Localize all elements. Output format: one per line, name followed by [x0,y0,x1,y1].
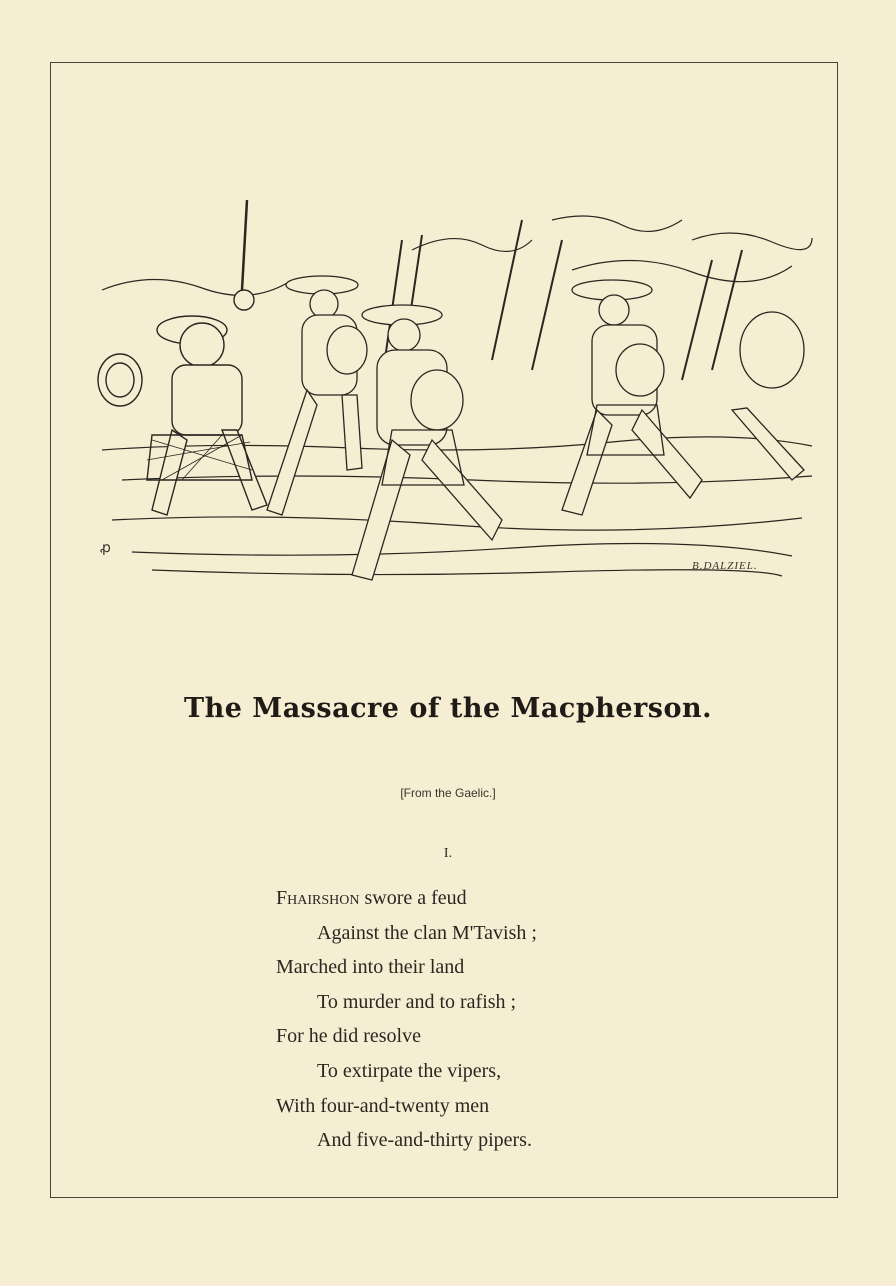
artist-monogram: ꝓ [100,541,111,556]
stanza-number: I. [443,846,453,861]
highland-pipers-illustration [92,180,817,605]
poem-line: And five-and-thirty pipers. [317,1129,532,1152]
poem-line: With four-and-twenty men [276,1094,490,1117]
engraver-signature: B.DALZIEL. [692,560,758,572]
poem-stanza [276,881,537,1158]
poem-line: To extirpate the vipers, [317,1059,502,1082]
poem-title: The Massacre of the Macpherson. [184,693,712,724]
poem-line: Marched into their land [276,956,465,979]
poem-line: For he did resolve [276,1025,421,1048]
poem-name-smallcaps: Fhairshon [276,887,360,909]
poem-subtitle: [From the Gaelic.] [400,786,496,800]
poem-line [276,881,537,916]
poem-line: Against the clan M'Tavish ; [317,921,537,944]
poem-line-text: swore a feud [359,887,467,909]
poem-line: To murder and to rafish ; [317,990,517,1013]
